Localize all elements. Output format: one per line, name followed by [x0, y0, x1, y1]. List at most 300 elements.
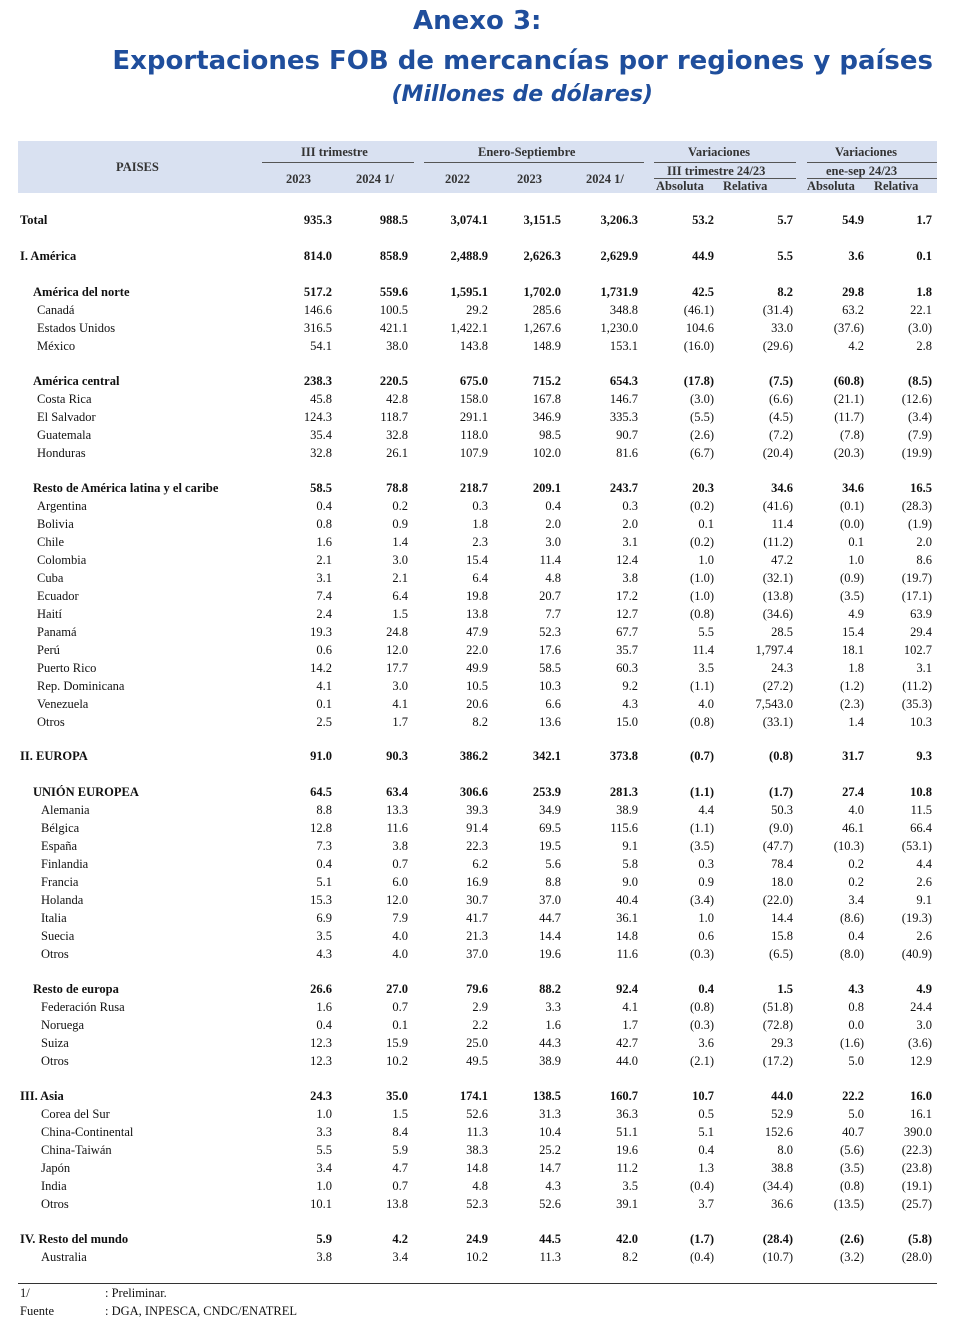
row-value: 1,422.1	[450, 321, 488, 335]
row-value: 3.3	[545, 1000, 561, 1014]
row-value: 0.3	[622, 499, 638, 513]
row-value: 118.0	[460, 428, 488, 442]
row-value: 138.5	[532, 1089, 561, 1103]
row-value: 0.2	[848, 857, 864, 871]
row-value: 36.1	[616, 911, 638, 925]
row-value: 0.1	[392, 1018, 408, 1032]
row-value: 8.8	[316, 803, 332, 817]
row-value: 559.6	[379, 285, 408, 299]
row-value: (34.6)	[762, 607, 793, 621]
table-row	[0, 481, 977, 499]
row-value: (3.6)	[908, 1036, 932, 1050]
row-value: 0.6	[698, 929, 714, 943]
row-value: 3.5	[622, 1179, 638, 1193]
row-value: (11.2)	[902, 679, 932, 693]
row-value: (47.7)	[762, 839, 793, 853]
row-value: 167.8	[532, 392, 561, 406]
row-label: India	[41, 1179, 67, 1193]
row-value: 8.2	[622, 1250, 638, 1264]
row-value: 6.4	[392, 589, 408, 603]
row-value: 3.1	[316, 571, 332, 585]
table-row	[0, 339, 977, 357]
row-value: 115.6	[610, 821, 638, 835]
row-value: 27.0	[386, 982, 408, 996]
row-value: (40.9)	[901, 947, 932, 961]
row-value: 124.3	[303, 410, 332, 424]
row-value: (22.3)	[901, 1143, 932, 1157]
row-value: 0.5	[698, 1107, 714, 1121]
row-value: 34.6	[771, 481, 793, 495]
row-value: 5.1	[316, 875, 332, 889]
table-row	[0, 535, 977, 553]
row-value: 39.1	[616, 1197, 638, 1211]
row-value: 316.5	[303, 321, 332, 335]
table-row	[0, 715, 977, 733]
row-value: 1.0	[316, 1107, 332, 1121]
row-value: 11.4	[771, 517, 793, 531]
row-value: (3.0)	[908, 321, 932, 335]
row-label: IV. Resto del mundo	[20, 1232, 129, 1246]
row-value: (0.1)	[840, 499, 864, 513]
table-row	[0, 1250, 977, 1268]
row-value: 3,074.1	[450, 213, 488, 227]
row-value: 3.6	[848, 249, 864, 263]
row-value: 19.6	[539, 947, 561, 961]
header-col-2024: 2024 1/	[356, 172, 394, 186]
footnote-key: Fuente	[20, 1304, 55, 1318]
row-value: 8.6	[916, 553, 932, 567]
header-underline	[807, 162, 937, 163]
row-value: (3.4)	[690, 893, 714, 907]
row-value: 92.4	[616, 982, 638, 996]
row-value: 243.7	[609, 481, 638, 495]
row-value: 16.5	[910, 481, 932, 495]
row-value: 3,151.5	[523, 213, 561, 227]
row-value: 52.6	[466, 1107, 488, 1121]
table-row	[0, 785, 977, 803]
row-value: 10.3	[910, 715, 932, 729]
table-row	[0, 749, 977, 767]
table-row	[0, 303, 977, 321]
table-row	[0, 661, 977, 679]
row-value: 98.5	[539, 428, 561, 442]
row-value: 4.2	[392, 1232, 408, 1246]
row-value: 11.5	[910, 803, 932, 817]
row-value: (0.2)	[690, 535, 714, 549]
row-value: 386.2	[459, 749, 488, 763]
row-value: 32.8	[386, 428, 408, 442]
row-label: Suecia	[41, 929, 75, 943]
row-value: 4.0	[392, 929, 408, 943]
row-value: (27.2)	[762, 679, 793, 693]
row-value: 13.8	[386, 1197, 408, 1211]
row-label: Venezuela	[37, 697, 89, 711]
row-value: (17.8)	[683, 374, 714, 388]
row-value: 4.1	[316, 679, 332, 693]
row-value: 2.0	[545, 517, 561, 531]
row-label: Suiza	[41, 1036, 69, 1050]
row-value: 14.2	[310, 661, 332, 675]
header-col-2022: 2022	[445, 172, 470, 186]
page-subtitle: Exportaciones FOB de mercancías por regiones y países	[112, 46, 933, 76]
row-value: 253.9	[532, 785, 561, 799]
header-paises: PAISES	[116, 160, 159, 174]
header-group-variaciones-2: Variaciones	[835, 145, 898, 159]
row-value: 14.8	[616, 929, 638, 943]
row-value: (9.0)	[769, 821, 793, 835]
row-value: 25.2	[539, 1143, 561, 1157]
footnote-key: 1/	[20, 1286, 30, 1300]
row-value: (3.0)	[690, 392, 714, 406]
table-row	[0, 285, 977, 303]
table-row	[0, 1179, 977, 1197]
row-value: (19.1)	[901, 1179, 932, 1193]
row-value: 81.6	[616, 446, 638, 460]
row-value: 1.4	[392, 535, 408, 549]
row-value: 66.4	[910, 821, 932, 835]
row-value: 3.0	[916, 1018, 932, 1032]
table-row	[0, 499, 977, 517]
row-value: (3.5)	[690, 839, 714, 853]
row-label: Alemania	[41, 803, 90, 817]
row-value: 306.6	[459, 785, 488, 799]
row-value: 1,230.0	[600, 321, 638, 335]
row-value: 4.9	[916, 982, 932, 996]
row-value: 15.9	[386, 1036, 408, 1050]
row-value: 335.3	[609, 410, 638, 424]
row-value: 10.1	[310, 1197, 332, 1211]
row-value: 38.3	[466, 1143, 488, 1157]
row-value: (0.0)	[840, 517, 864, 531]
row-value: (16.0)	[683, 339, 714, 353]
row-value: (19.7)	[901, 571, 932, 585]
row-label: Perú	[37, 643, 60, 657]
row-value: 0.7	[392, 1000, 408, 1014]
row-value: 35.4	[310, 428, 332, 442]
row-label: Rep. Dominicana	[37, 679, 125, 693]
row-value: 7.9	[392, 911, 408, 925]
row-value: (2.6)	[840, 1232, 864, 1246]
table-row	[0, 625, 977, 643]
row-value: 2.6	[916, 929, 932, 943]
row-value: (17.1)	[901, 589, 932, 603]
row-value: 5.5	[777, 249, 793, 263]
row-value: 4.3	[316, 947, 332, 961]
row-value: (8.5)	[908, 374, 932, 388]
table-row	[0, 213, 977, 231]
row-value: 67.7	[616, 625, 638, 639]
row-value: 42.7	[616, 1036, 638, 1050]
row-value: 38.8	[771, 1161, 793, 1175]
row-value: 35.0	[386, 1089, 408, 1103]
row-value: 7.7	[545, 607, 561, 621]
row-value: (0.3)	[690, 947, 714, 961]
row-value: (5.8)	[908, 1232, 932, 1246]
header-group-trimestre: III trimestre	[301, 145, 368, 159]
row-value: 3.3	[316, 1125, 332, 1139]
row-value: 19.5	[539, 839, 561, 853]
row-label: China-Taiwán	[41, 1143, 112, 1157]
row-value: 88.2	[539, 982, 561, 996]
table-row	[0, 1107, 977, 1125]
row-label: Otros	[41, 1054, 69, 1068]
row-value: 5.0	[848, 1107, 864, 1121]
row-value: 47.9	[466, 625, 488, 639]
row-value: 153.1	[609, 339, 638, 353]
row-label: China-Continental	[41, 1125, 134, 1139]
row-value: 3.0	[392, 679, 408, 693]
row-value: (8.0)	[840, 947, 864, 961]
row-value: (11.7)	[834, 410, 864, 424]
row-value: 11.4	[692, 643, 714, 657]
row-value: 3.7	[698, 1197, 714, 1211]
row-value: 11.3	[539, 1250, 561, 1264]
row-value: (1.0)	[690, 589, 714, 603]
table-row	[0, 446, 977, 464]
table-row	[0, 607, 977, 625]
row-value: 4.1	[622, 1000, 638, 1014]
row-value: (0.7)	[690, 749, 714, 763]
row-value: 1.5	[777, 982, 793, 996]
row-value: 715.2	[532, 374, 561, 388]
row-label: Ecuador	[37, 589, 79, 603]
row-value: 35.7	[616, 643, 638, 657]
row-value: (1.1)	[690, 679, 714, 693]
row-value: 28.5	[771, 625, 793, 639]
row-value: 31.7	[842, 749, 864, 763]
row-value: 78.8	[386, 481, 408, 495]
header-col-relativa: Relativa	[723, 179, 768, 193]
row-value: 1.7	[622, 1018, 638, 1032]
row-value: 0.2	[392, 499, 408, 513]
row-value: 1.6	[545, 1018, 561, 1032]
table-row	[0, 821, 977, 839]
row-value: 78.4	[771, 857, 793, 871]
row-value: 44.3	[539, 1036, 561, 1050]
row-label: Noruega	[41, 1018, 85, 1032]
header-col-absoluta: Absoluta	[656, 179, 704, 193]
row-value: 1,595.1	[450, 285, 488, 299]
row-value: 34.9	[539, 803, 561, 817]
row-value: 6.9	[316, 911, 332, 925]
row-value: (25.7)	[901, 1197, 932, 1211]
row-value: (35.3)	[901, 697, 932, 711]
row-value: 30.7	[466, 893, 488, 907]
table-row	[0, 697, 977, 715]
row-value: 0.4	[698, 982, 714, 996]
header-underline	[654, 162, 796, 163]
row-value: 4.3	[848, 982, 864, 996]
row-value: (1.6)	[840, 1036, 864, 1050]
row-value: 102.7	[903, 643, 932, 657]
row-value: 10.7	[692, 1089, 714, 1103]
table-row	[0, 1197, 977, 1215]
row-value: 107.9	[459, 446, 488, 460]
row-value: 104.6	[685, 321, 714, 335]
row-value: (21.1)	[833, 392, 864, 406]
row-value: 8.8	[545, 875, 561, 889]
row-value: (0.8)	[769, 749, 793, 763]
row-value: 29.3	[771, 1036, 793, 1050]
row-value: 58.5	[310, 481, 332, 495]
row-value: 6.4	[472, 571, 488, 585]
row-value: 143.8	[459, 339, 488, 353]
row-value: 0.9	[698, 875, 714, 889]
row-value: 285.6	[532, 303, 561, 317]
row-value: 11.6	[616, 947, 638, 961]
row-label: I. América	[20, 249, 77, 263]
row-value: 12.7	[616, 607, 638, 621]
row-value: (72.8)	[762, 1018, 793, 1032]
row-value: 29.8	[842, 285, 864, 299]
row-value: 9.1	[916, 893, 932, 907]
row-value: 9.0	[622, 875, 638, 889]
row-value: 6.2	[472, 857, 488, 871]
row-label: Australia	[41, 1250, 87, 1264]
row-label: Haití	[37, 607, 62, 621]
row-value: 8.4	[392, 1125, 408, 1139]
row-value: (2.3)	[840, 697, 864, 711]
row-value: 37.0	[466, 947, 488, 961]
row-value: 2,626.3	[523, 249, 561, 263]
table-row	[0, 679, 977, 697]
row-value: 4.0	[392, 947, 408, 961]
row-value: (0.3)	[690, 1018, 714, 1032]
footer-rule	[18, 1283, 937, 1284]
row-label: Chile	[37, 535, 65, 549]
table-row	[0, 839, 977, 857]
row-value: 37.0	[539, 893, 561, 907]
row-value: 51.1	[616, 1125, 638, 1139]
row-value: 40.4	[616, 893, 638, 907]
row-value: 45.8	[310, 392, 332, 406]
row-label: Otros	[37, 715, 65, 729]
row-value: (3.2)	[840, 1250, 864, 1264]
row-label: Cuba	[37, 571, 64, 585]
row-value: 4.4	[916, 857, 932, 871]
row-value: 3.0	[545, 535, 561, 549]
table-row	[0, 1000, 977, 1018]
row-value: 100.5	[379, 303, 408, 317]
row-label: América central	[33, 374, 120, 388]
row-value: 2.5	[316, 715, 332, 729]
row-value: 3.5	[316, 929, 332, 943]
row-value: 2.0	[916, 535, 932, 549]
row-value: 44.0	[616, 1054, 638, 1068]
row-label: Italia	[41, 911, 67, 925]
row-value: 4.7	[392, 1161, 408, 1175]
row-value: (1.7)	[769, 785, 793, 799]
row-value: 11.3	[466, 1125, 488, 1139]
row-label: España	[41, 839, 78, 853]
row-label: Panamá	[37, 625, 77, 639]
row-value: 1,267.6	[523, 321, 561, 335]
row-value: (0.8)	[690, 607, 714, 621]
row-value: (0.8)	[690, 1000, 714, 1014]
row-value: 1.0	[698, 911, 714, 925]
row-value: 14.8	[466, 1161, 488, 1175]
row-label: El Salvador	[37, 410, 96, 424]
table-row	[0, 571, 977, 589]
row-value: 348.8	[609, 303, 638, 317]
row-value: 1.8	[916, 285, 932, 299]
row-value: 675.0	[459, 374, 488, 388]
row-value: 22.1	[910, 303, 932, 317]
row-value: (1.1)	[690, 821, 714, 835]
row-value: (10.3)	[833, 839, 864, 853]
row-value: 20.7	[539, 589, 561, 603]
row-value: 1,731.9	[600, 285, 638, 299]
row-label: II. EUROPA	[20, 749, 88, 763]
row-value: 2.2	[472, 1018, 488, 1032]
row-value: 58.5	[539, 661, 561, 675]
row-value: 1.4	[848, 715, 864, 729]
row-value: 1.3	[698, 1161, 714, 1175]
row-value: 90.3	[386, 749, 408, 763]
row-value: 1.7	[916, 213, 932, 227]
row-value: (0.2)	[690, 499, 714, 513]
table-row	[0, 428, 977, 446]
row-value: 1.0	[698, 553, 714, 567]
row-value: 2.3	[472, 535, 488, 549]
row-value: (6.7)	[690, 446, 714, 460]
units-subtitle: (Millones de dólares)	[391, 82, 653, 107]
row-label: Guatemala	[37, 428, 92, 442]
row-label: Finlandia	[41, 857, 89, 871]
row-value: 42.0	[616, 1232, 638, 1246]
row-value: (1.1)	[690, 785, 714, 799]
row-label: Canadá	[37, 303, 75, 317]
row-value: 5.9	[316, 1232, 332, 1246]
row-value: 25.0	[466, 1036, 488, 1050]
row-value: 0.9	[392, 517, 408, 531]
row-value: (2.6)	[690, 428, 714, 442]
row-value: (0.8)	[690, 715, 714, 729]
row-value: 10.2	[466, 1250, 488, 1264]
table-row	[0, 643, 977, 661]
row-value: (51.8)	[762, 1000, 793, 1014]
row-value: 91.4	[466, 821, 488, 835]
row-label: América del norte	[33, 285, 130, 299]
row-value: 11.2	[616, 1161, 638, 1175]
row-value: 5.5	[698, 625, 714, 639]
row-label: III. Asia	[20, 1089, 64, 1103]
row-value: (31.4)	[762, 303, 793, 317]
row-value: 5.6	[545, 857, 561, 871]
row-value: 22.0	[466, 643, 488, 657]
row-value: 6.0	[392, 875, 408, 889]
row-value: (28.3)	[901, 499, 932, 513]
row-value: 158.0	[459, 392, 488, 406]
row-value: 46.1	[842, 821, 864, 835]
row-value: 346.9	[532, 410, 561, 424]
row-label: Resto de América latina y el caribe	[33, 481, 219, 495]
row-label: Otros	[41, 1197, 69, 1211]
row-value: 390.0	[903, 1125, 932, 1139]
row-value: 40.7	[842, 1125, 864, 1139]
row-value: 22.3	[466, 839, 488, 853]
row-value: 2.0	[622, 517, 638, 531]
row-value: (28.4)	[762, 1232, 793, 1246]
row-value: 3.4	[316, 1161, 332, 1175]
row-value: 12.4	[616, 553, 638, 567]
row-value: 0.3	[698, 857, 714, 871]
row-value: (10.7)	[762, 1250, 793, 1264]
row-value: 60.3	[616, 661, 638, 675]
row-value: 49.5	[466, 1054, 488, 1068]
header-underline	[424, 162, 644, 163]
row-value: 29.4	[910, 625, 932, 639]
